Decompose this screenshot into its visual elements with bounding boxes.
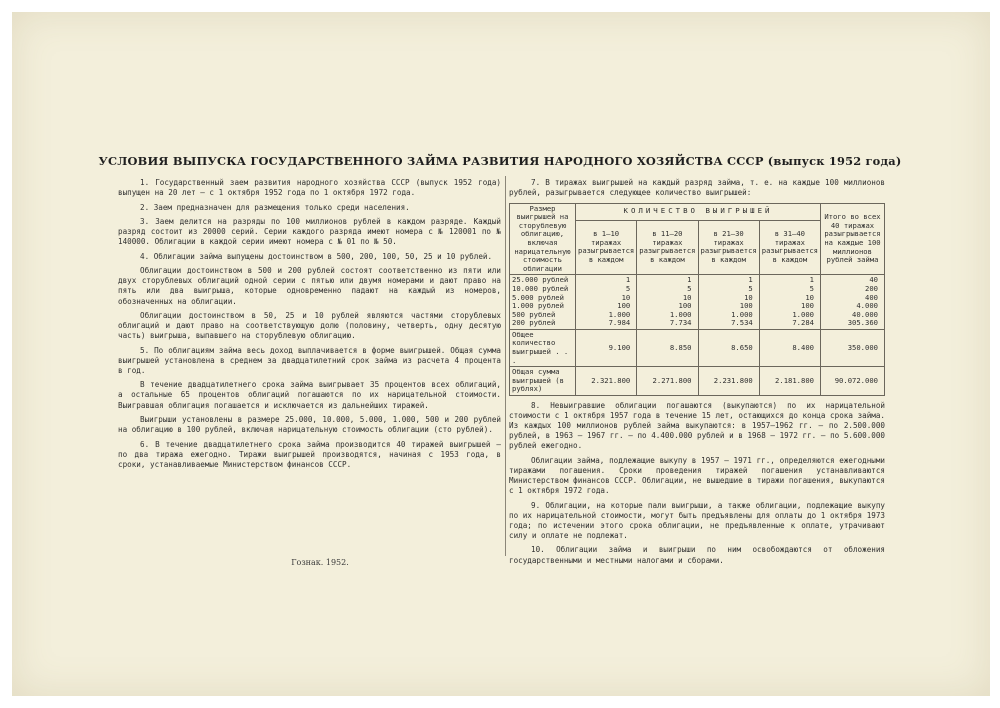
- right-column: [509, 178, 885, 570]
- total-sum-value: 2.181.800: [759, 367, 820, 396]
- header-draws-31-40: в 31—40 тиражах разыгрывается в каждом: [759, 220, 820, 275]
- paragraph: 4. Облигации займа выпущены достоинством в 500, 200, 100, 50, 25 и 10 рублей.: [140, 251, 493, 261]
- paragraph: 2. Заем предназначен для размещения только среди населения.: [140, 202, 410, 212]
- total-sum-value: 2.271.800: [637, 367, 698, 396]
- header-total: Итого во всех 40 тиражах разыгрывается на каждые 100 миллионов рублей займа: [821, 203, 885, 275]
- paragraph: 8. Невыигравшие облигации погашаются (выкупаются) по их нарицательной стоимости с 1 октября 1957 года в течение 15 лет, остающихся до конца срока займа. Из каждых 100 миллионов рублей займа выкупаются: в 1957—1962 гг. — по 2.500.000 рублей, в 1963 — 1967 гг. — по 4.400.000 рублей и в 1968 — 1972 гг. — по 5.600.000 рублей ежегодно.: [509, 401, 885, 451]
- draws-31-40-cell: 1 5 10 100 1.000 7.284: [759, 275, 820, 330]
- paragraph: 1. Государственный заем развития народного хозяйства СССР (выпуск 1952 года) выпущен на 20 лет — с 1 октября 1952 года по 1 октября 1972 года.: [118, 178, 501, 198]
- total-sum-value: 2.231.800: [698, 367, 759, 396]
- paragraph: 9. Облигации, на которые пали выигрыши, а также облигации, подлежащие выкупу по их нарицательной стоимости, могут быть предъявлены для оплаты до 1 октября 1973 года; по истечении этого срока облигации, не предъявленные к оплате, утрачивают силу и оплате не подлежат.: [509, 500, 885, 540]
- prize-size-cell: 25.000 рублей 10.000 рублей 5.000 рублей 1.000 рублей 500 рублей 200 рублей: [510, 275, 576, 330]
- total-count-value: 8.400: [759, 329, 820, 366]
- total-count-value: 8.850: [637, 329, 698, 366]
- table-row-total-sum: [510, 367, 885, 396]
- table-header-row: [510, 203, 885, 220]
- draws-21-30-cell: 1 5 10 100 1.000 7.534: [698, 275, 759, 330]
- paragraph: 6. В течение двадцатилетнего срока займа производится 40 тиражей выигрышей — по два тиража ежегодно. Тиражи выигрышей производятся, начиная с 1953 года, в сроки, устанавливаемые Министерством финансов СССР.: [118, 439, 501, 469]
- paragraph: 3. Заем делится на разряды по 100 миллионов рублей в каждом разряде. Каждый разряд состоит из 20000 серий. Серии каждого разряда имеют номера с № 120001 по № 140000. Облигации в каждой серии имеют номера с № 01 по № 50.: [118, 217, 501, 247]
- paragraph: 5. По облигациям займа весь доход выплачивается в форме выигрышей. Общая сумма выигрышей установлена в среднем за двадцатилетний срок займа из расчета 4 процента в год.: [118, 345, 501, 375]
- left-column: [118, 178, 501, 474]
- total-count-label: Общее количество выигрышей . . .: [510, 329, 576, 366]
- total-count-value: 8.650: [698, 329, 759, 366]
- header-draws-21-30: в 21—30 тиражах разыгрывается в каждом: [698, 220, 759, 275]
- printer-imprint: Гознак. 1952.: [291, 558, 349, 567]
- total-cell: 40 200 400 4.000 40.000 305.360: [821, 275, 885, 330]
- header-draws-11-20: в 11—20 тиражах разыгрывается в каждом: [637, 220, 698, 275]
- paragraph: В течение двадцатилетнего срока займа выигрывает 35 процентов всех облигаций, а остальные 65 процентов облигаций погашаются по их нарицательной стоимости. Выигравшая облигация погашается и исключается из дальнейших тиражей.: [118, 380, 501, 410]
- paragraph: 10. Облигации займа и выигрыши по ним освобождаются от обложения государственными и местными налогами и сборами.: [509, 545, 885, 565]
- prize-table: [509, 203, 885, 396]
- total-sum-value: 2.321.800: [576, 367, 637, 396]
- total-count-value: 350.000: [821, 329, 885, 366]
- paragraph: 7. В тиражах выигрышей на каждый разряд займа, т. е. на каждые 100 миллионов рублей, разыгрывается следующее количество выигрышей:: [509, 178, 885, 198]
- paragraph: Выигрыши установлены в размере 25.000, 10.000, 5.000, 1.000, 500 и 200 рублей на облигацию в 100 рублей, включая нарицательную стоимость облигации (сто рублей).: [118, 415, 501, 435]
- header-draws-1-10: в 1—10 тиражах разыгрывается в каждом: [576, 220, 637, 275]
- total-sum-value: 90.072.000: [821, 367, 885, 396]
- table-row-total-count: [510, 329, 885, 366]
- table-row: [510, 275, 885, 330]
- header-prize-size: Размер выигрышей на сторублевую облигацию, включая нарицательную стоимость облигации: [510, 203, 576, 275]
- total-count-value: 9.100: [576, 329, 637, 366]
- header-prize-count: КОЛИЧЕСТВО ВЫИГРЫШЕЙ: [576, 203, 821, 220]
- paragraph: Облигации достоинством в 50, 25 и 10 рублей являются частями сторублевых облигаций и дают право на соответствующую долю (половину, четверть, одну десятую часть) выигрыша, выпавшего на сторублевую облигацию.: [118, 310, 501, 341]
- draws-11-20-cell: 1 5 10 100 1.000 7.734: [637, 275, 698, 330]
- total-sum-label: Общая сумма выигрышей (в рублях): [510, 367, 576, 396]
- paragraph: Облигации займа, подлежащие выкупу в 1957 — 1971 гг., определяются ежегодными тиражами погашения. Сроки проведения тиражей погашения устанавливаются Министерством финансов СССР. Облигации, не вышедшие в тиражи погашения, выкупаются с 1 октября 1972 года.: [509, 455, 885, 496]
- draws-1-10-cell: 1 5 10 100 1.000 7.984: [576, 275, 637, 330]
- paragraph: Облигации достоинством в 500 и 200 рублей состоят соответственно из пяти или двух сторублевых облигаций одной серии с пятью или двумя номерами и дают право на пять или два выигрыша, которые одновременно падают на каждый из номеров, обозначенных на облигации.: [118, 266, 501, 306]
- column-divider: [505, 176, 506, 556]
- page-title: УСЛОВИЯ ВЫПУСКА ГОСУДАРСТВЕННОГО ЗАЙМА РАЗВИТИЯ НАРОДНОГО ХОЗЯЙСТВА СССР (выпуск 1952 года): [98, 154, 902, 168]
